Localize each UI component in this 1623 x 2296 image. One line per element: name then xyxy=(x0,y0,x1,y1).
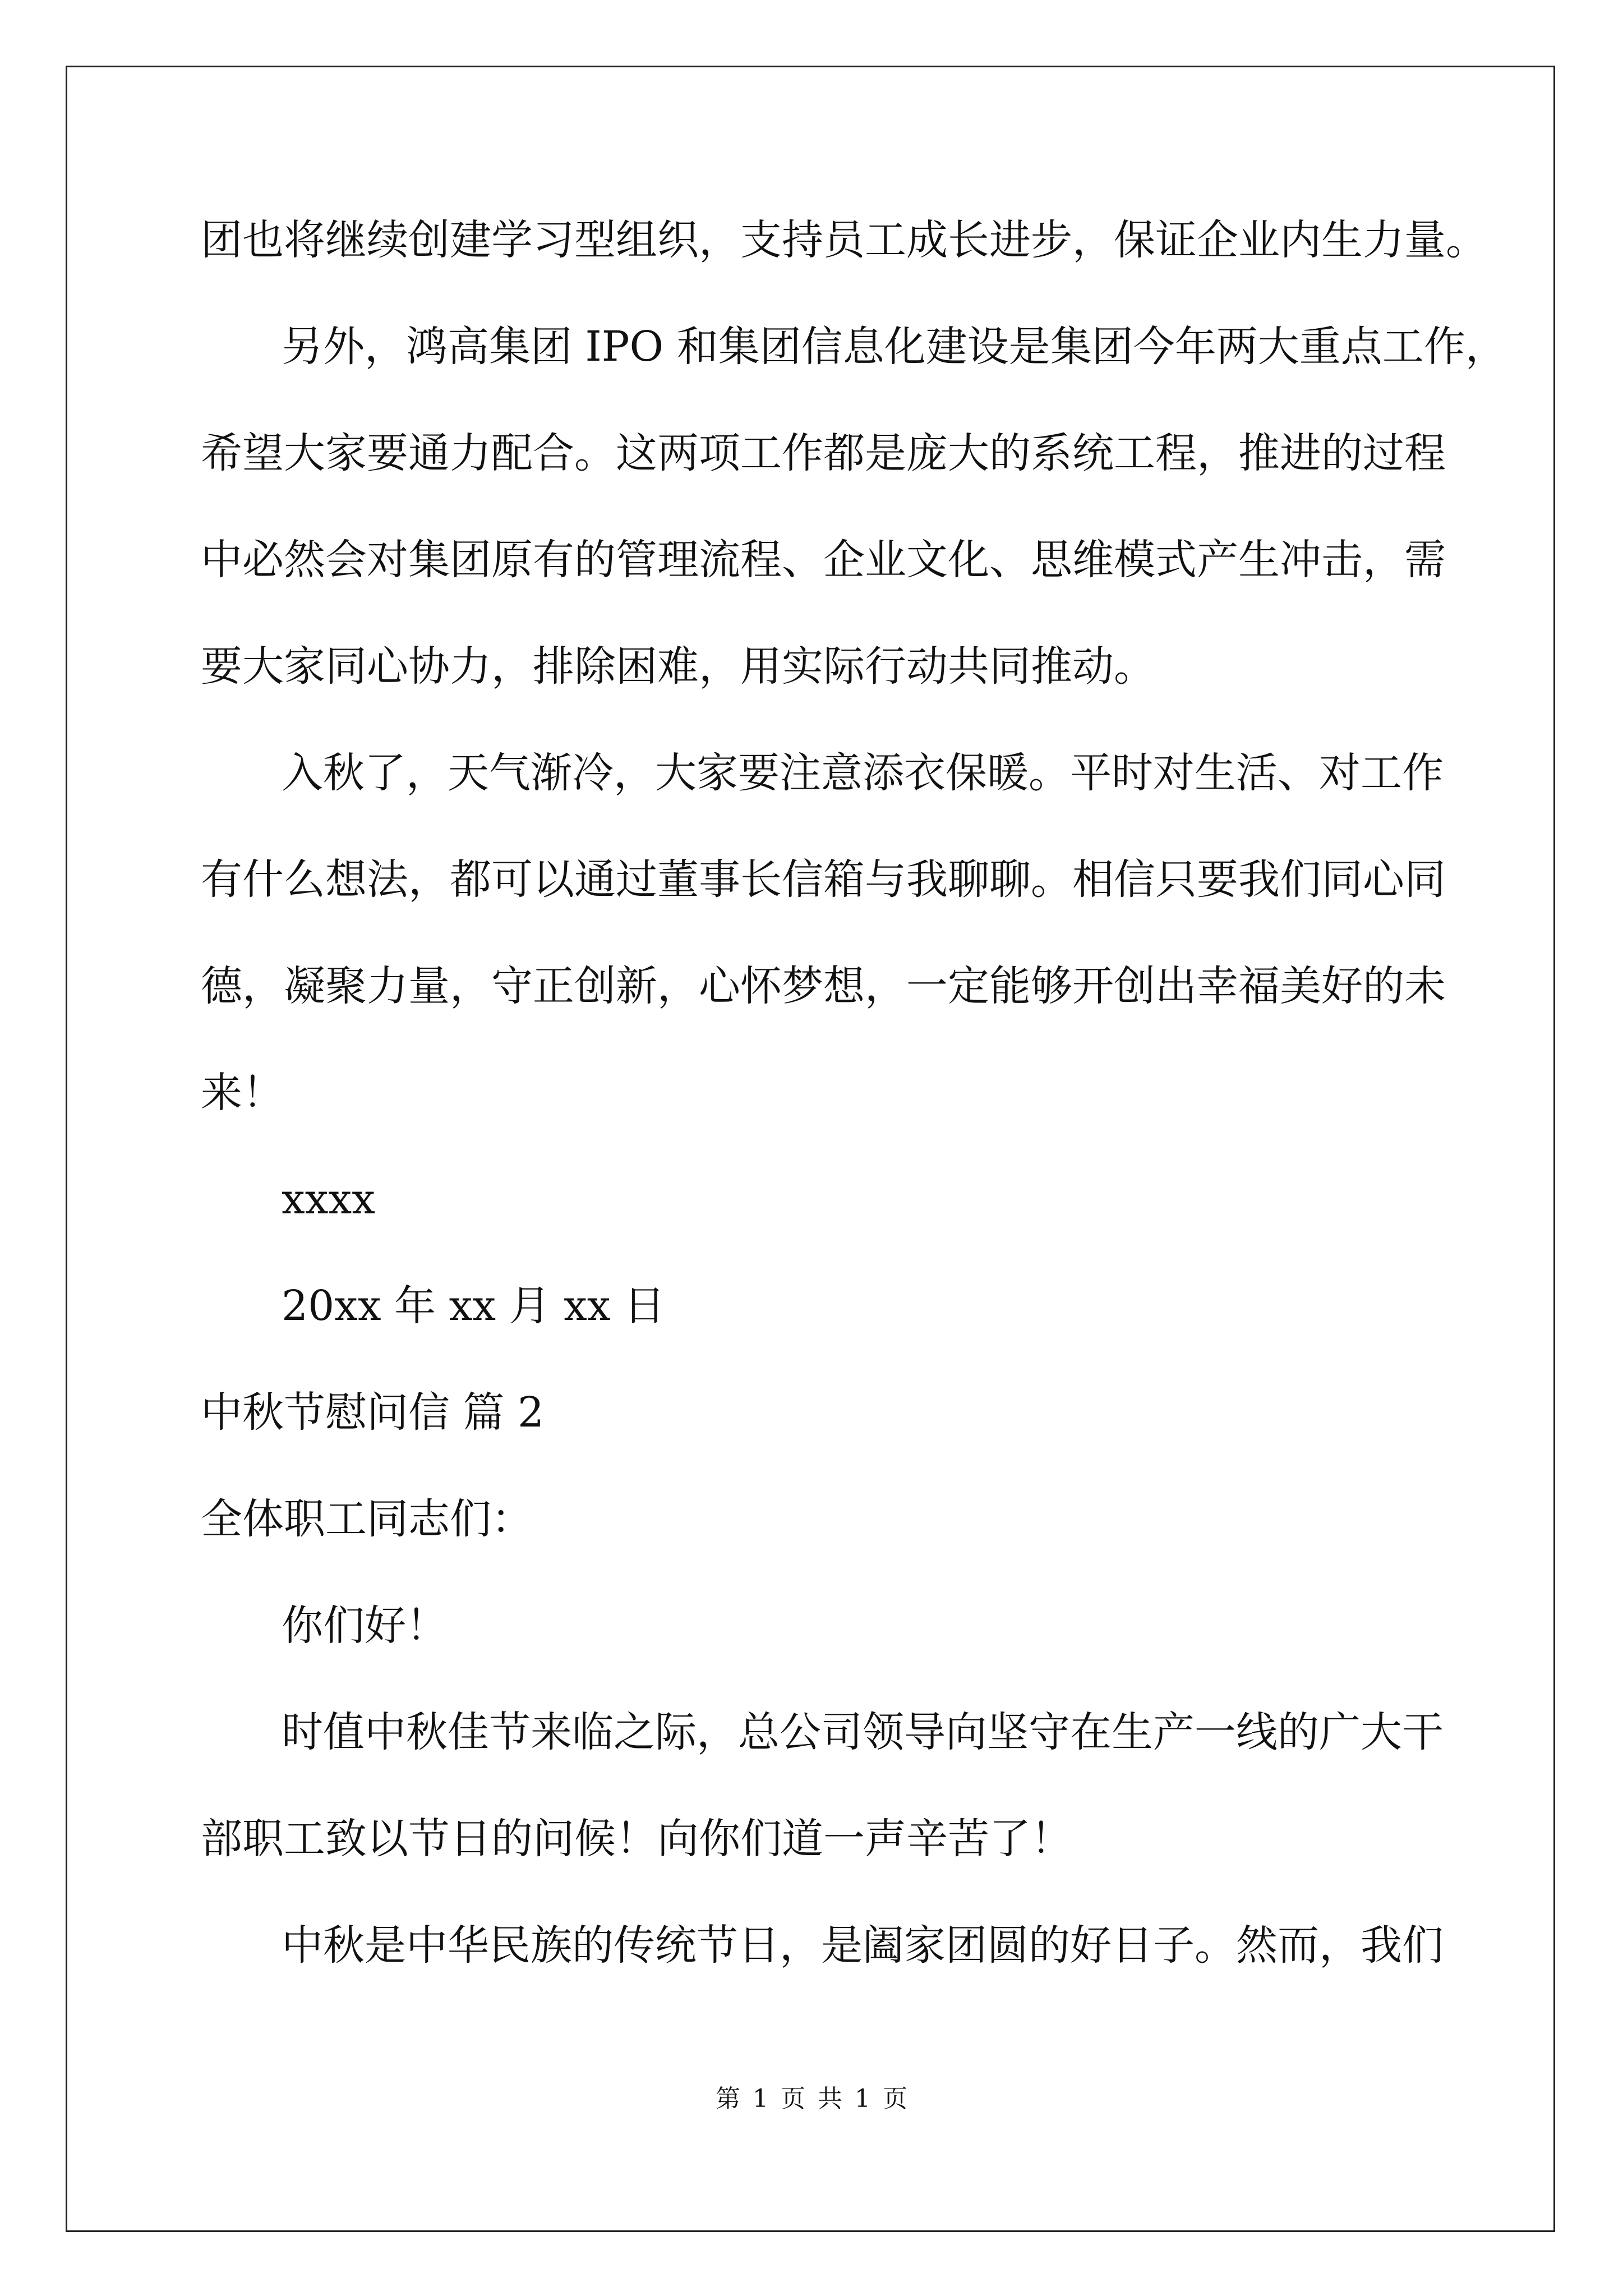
paragraph-line: 入秋了，天气渐冷，大家要注意添衣保暖。平时对生活、对工作 xyxy=(282,749,1444,797)
greeting: 你们好！ xyxy=(282,1602,448,1650)
paragraph-line: 有什么想法，都可以通过董事长信箱与我聊聊。相信只要我们同心同 xyxy=(201,855,1446,904)
paragraph-line: 时值中秋佳节来临之际，总公司领导向坚守在生产一线的广大干 xyxy=(282,1708,1444,1756)
paragraph-line: 中秋是中华民族的传统节日，是阖家团圆的好日子。然而，我们 xyxy=(282,1921,1444,1970)
section-title: 中秋节慰问信 篇 2 xyxy=(201,1388,545,1437)
signature-date: 20xx 年 xx 月 xx 日 xyxy=(282,1282,666,1330)
paragraph-line: 要大家同心协力，排除困难，用实际行动共同推动。 xyxy=(201,642,1155,691)
paragraph-line: 希望大家要通力配合。这两项工作都是庞大的系统工程，推进的过程 xyxy=(201,429,1446,477)
signature-name: xxxx xyxy=(282,1175,375,1223)
paragraph-line: 另外，鸿高集团 IPO 和集团信息化建设是集团今年两大重点工作， xyxy=(282,323,1507,371)
paragraph-line: 中必然会对集团原有的管理流程、企业文化、思维模式产生冲击，需 xyxy=(201,536,1446,584)
document-body xyxy=(201,213,1507,2025)
page-footer: 第 1 页 共 1 页 xyxy=(716,2085,907,2113)
paragraph-line: 德，凝聚力量，守正创新，心怀梦想，一定能够开创出幸福美好的未 xyxy=(201,962,1446,1010)
paragraph-line: 部职工致以节日的问候！向你们道一声辛苦了！ xyxy=(201,1815,1072,1863)
salutation: 全体职工同志们： xyxy=(201,1495,533,1543)
paragraph-line: 来！ xyxy=(201,1069,284,1117)
paragraph-line: 团也将继续创建学习型组织，支持员工成长进步，保证企业内生力量。 xyxy=(201,216,1487,264)
